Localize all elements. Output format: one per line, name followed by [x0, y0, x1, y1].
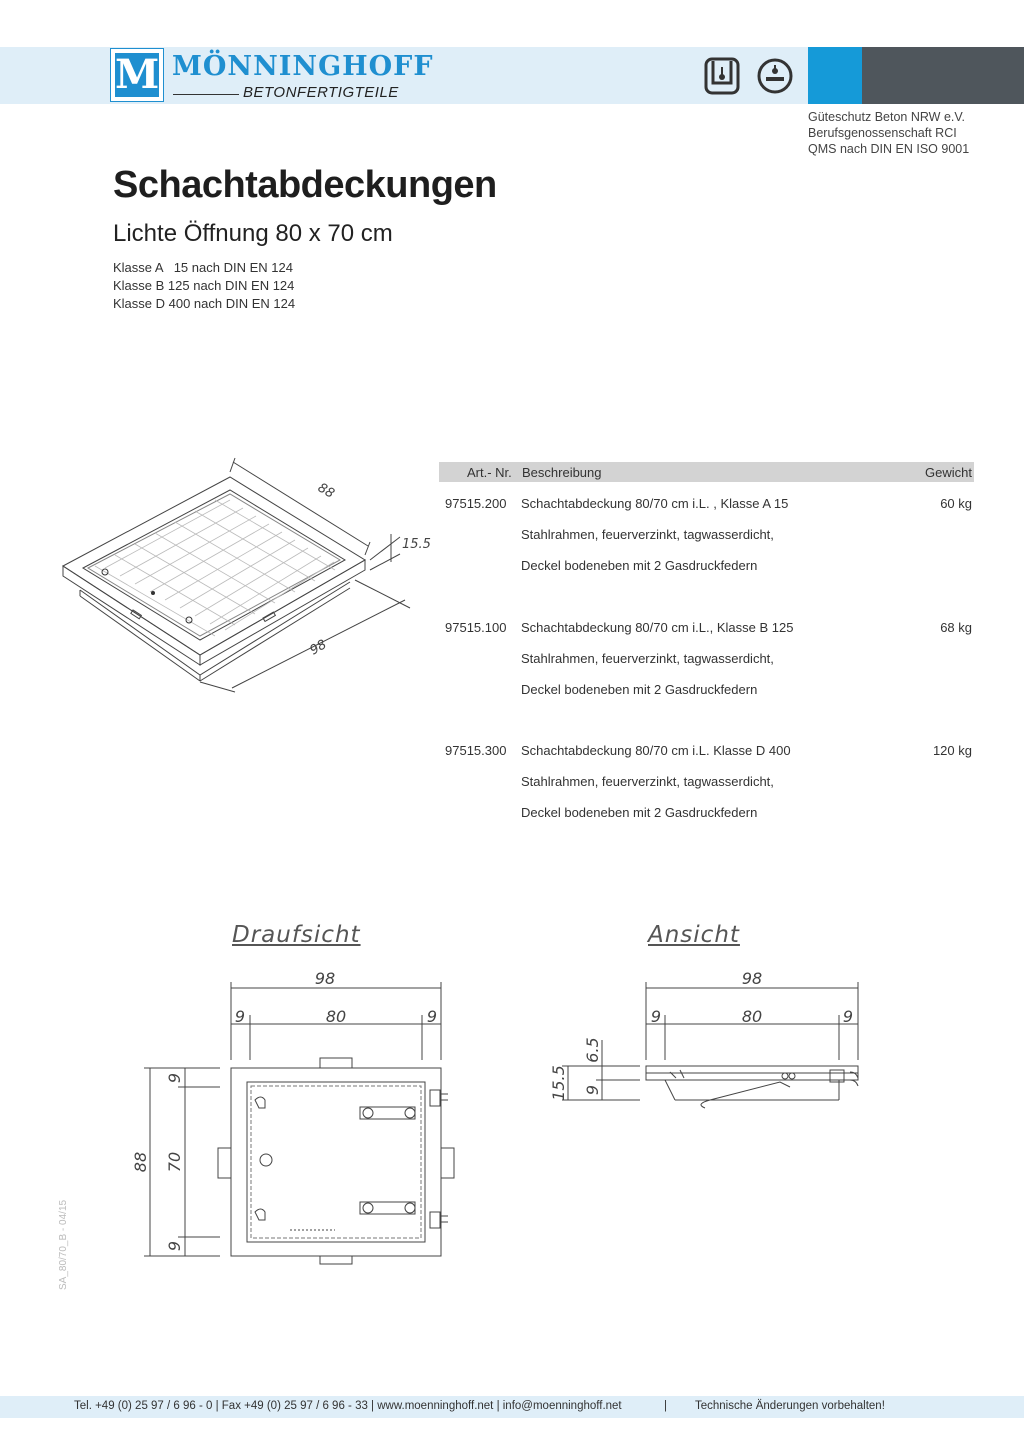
- company-logo: [110, 48, 164, 102]
- art-nr: 97515.100: [445, 620, 507, 635]
- ansicht-drawing: [540, 960, 880, 1130]
- safety-seal-icon: [756, 57, 794, 95]
- weight: 120 kg: [932, 743, 972, 758]
- header-accent-blue: [808, 47, 862, 104]
- isometric-drawing: [55, 450, 435, 700]
- footer-disclaimer: Technische Änderungen vorbehalten!: [695, 1400, 885, 1412]
- header-accent-grey: [862, 47, 1024, 104]
- description-line: Deckel bodeneben mit 2 Gasdruckfedern: [521, 805, 758, 820]
- brand-rule: [173, 94, 239, 95]
- ansicht-dim-mid: 80: [741, 1007, 763, 1026]
- weight: 60 kg: [940, 496, 972, 511]
- footer-separator: |: [664, 1400, 667, 1412]
- logo-letter: M: [115, 51, 160, 98]
- draufsicht-label: Draufsicht: [232, 922, 361, 948]
- certification-line: Güteschutz Beton NRW e.V.: [808, 110, 966, 124]
- table-header: [439, 462, 974, 482]
- description-line: Stahlrahmen, feuerverzinkt, tagwasserdicht,: [521, 527, 774, 542]
- header-weight: Gewicht: [925, 465, 972, 480]
- footer: [0, 1396, 1024, 1418]
- load-class-line: Klasse B 125 nach DIN EN 124: [113, 278, 295, 293]
- page-title: Schachtabdeckungen: [113, 164, 497, 206]
- draufsicht-dim-total: 98: [314, 969, 336, 988]
- ansicht-dim-total: 98: [741, 969, 763, 988]
- certifications: [808, 109, 969, 157]
- page-subtitle: Lichte Öffnung 80 x 70 cm: [113, 220, 393, 247]
- draufsicht-dim-vbottom: 9: [165, 1240, 184, 1252]
- draufsicht-dim-vtotal: 88: [131, 1151, 150, 1173]
- draufsicht-dim-mid: 80: [325, 1007, 347, 1026]
- ansicht-dim-h-bottom: 9: [583, 1084, 602, 1096]
- iso-dim-15-5: 15.5: [402, 537, 431, 552]
- brand-subtitle: BETONFERTIGTEILE: [243, 84, 399, 101]
- description-line: Deckel bodeneben mit 2 Gasdruckfedern: [521, 558, 758, 573]
- description-line: Schachtabdeckung 80/70 cm i.L. , Klasse A 15: [521, 496, 789, 511]
- ansicht-dim-h-total: 15.5: [549, 1065, 568, 1101]
- draufsicht-dim-vtop: 9: [165, 1072, 184, 1084]
- brand-name: MÖNNINGHOFF: [172, 51, 434, 82]
- ansicht-label: Ansicht: [648, 922, 740, 948]
- draufsicht-drawing: [130, 960, 470, 1270]
- draufsicht-dim-right: 9: [426, 1007, 438, 1026]
- description-line: Schachtabdeckung 80/70 cm i.L., Klasse B 125: [521, 620, 794, 635]
- description-line: Schachtabdeckung 80/70 cm i.L. Klasse D 400: [521, 743, 791, 758]
- quality-seal-icon: [703, 57, 741, 95]
- certification-line: Berufsgenossenschaft RCI: [808, 126, 957, 140]
- header-description: Beschreibung: [522, 465, 602, 480]
- draufsicht-dim-left: 9: [234, 1007, 246, 1026]
- footer-contact: Tel. +49 (0) 25 97 / 6 96 - 0 | Fax +49 (0) 25 97 / 6 96 - 33 | www.moenninghoff.net | info@moenninghoff.net: [74, 1400, 622, 1412]
- ansicht-dim-right: 9: [842, 1007, 854, 1026]
- document-code: SA_80/70_B - 04/15: [58, 1199, 69, 1290]
- load-class-line: Klasse D 400 nach DIN EN 124: [113, 296, 296, 311]
- draufsicht-dim-vmid: 70: [165, 1151, 184, 1173]
- certification-line: QMS nach DIN EN ISO 9001: [808, 142, 970, 156]
- iso-dim-88: 88: [315, 480, 337, 502]
- art-nr: 97515.200: [445, 496, 507, 511]
- description-line: Stahlrahmen, feuerverzinkt, tagwasserdicht,: [521, 651, 774, 666]
- description-line: Deckel bodeneben mit 2 Gasdruckfedern: [521, 682, 758, 697]
- art-nr: 97515.300: [445, 743, 507, 758]
- ansicht-dim-h-top: 6.5: [583, 1037, 602, 1063]
- header-art-nr: Art.- Nr.: [467, 465, 512, 480]
- description-line: Stahlrahmen, feuerverzinkt, tagwasserdicht,: [521, 774, 774, 789]
- load-classes: [113, 259, 295, 313]
- load-class-line: Klasse A 15 nach DIN EN 124: [113, 260, 293, 275]
- weight: 68 kg: [940, 620, 972, 635]
- ansicht-dim-left: 9: [650, 1007, 662, 1026]
- iso-dim-98: 98: [307, 637, 330, 659]
